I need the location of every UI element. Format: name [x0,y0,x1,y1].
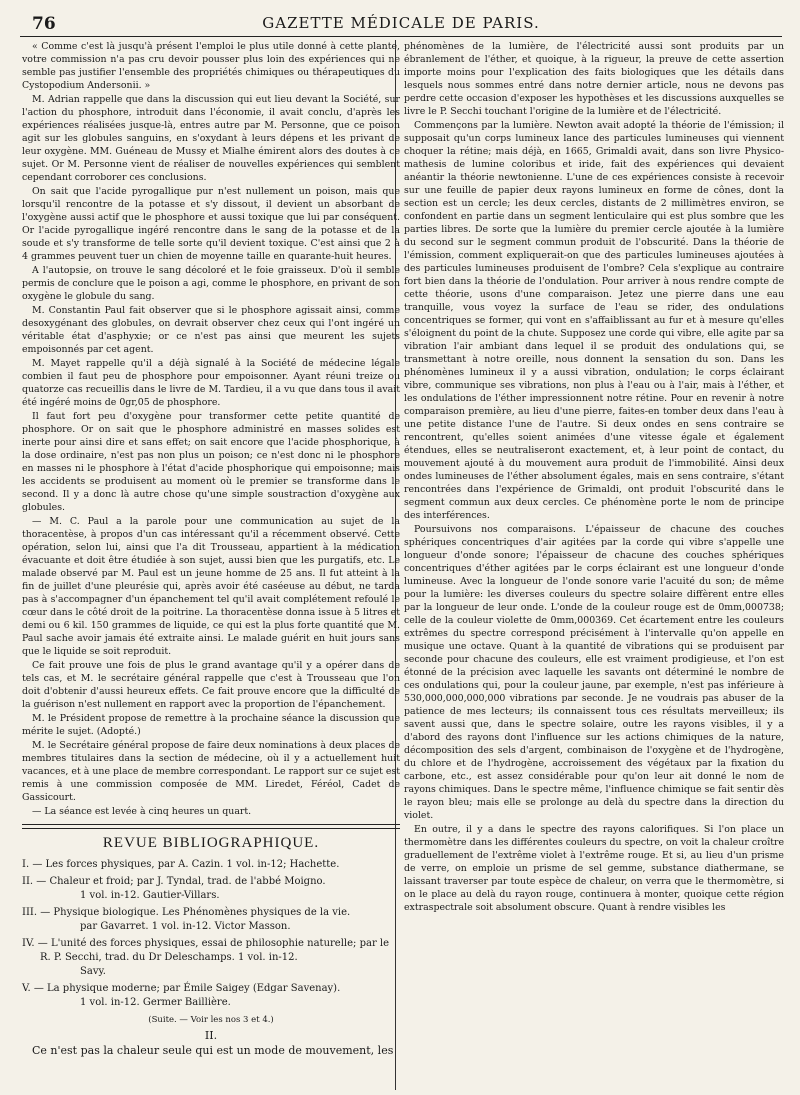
entry-text: — Physique biologique. Les Phénomènes physiques de la vie. [40,907,351,918]
bibliography-entry [22,937,400,979]
paragraph: Commençons par la lumière. Newton avait adopté la théorie de l'émission; il supposait qu'un corps lumineux lance des particules lumineuses qui viennent choquer la rétine; mais déjà, en 1665, Grimaldi avait, dans son livre Physico-mathesis de lumine coloribus et iride, fait des expériences qui devaient anéantir la théorie newtonienne. L'une de ces expériences consiste à recevoir sur une feuille de papier deux rayons lumineux en forme de cônes, dont la section est un cercle; les deux cercles, distants de 2 millimètres environ, se confondent en partie dans un segment lenticulaire qui est plus sombre que les parties libres. De sorte que la lumière du premier cercle ajoutée à la lumière du second sur le segment commun produit de l'obscurité. Dans la théorie de l'émission, comment expliquerait-on que des particules lumineuses ajoutées à des particules lumineuses produisent de l'ombre? Cela s'explique au contraire fort bien dans la théorie de l'ondulation. Pour arriver à nous rendre compte de cette théorie, usons d'une comparaison. Jetez une pierre dans une eau tranquille, vous voyez la surface de l'eau se rider, des ondulations concentriques se former, qui vont en s'affaiblissant au fur et à mesure qu'elles s'éloignent du point de la chute. Supposez une corde qui vibre, elle agite par sa vibration l'air ambiant dans lequel il se produit des ondulations qui, se transmettant à notre oreille, nous donnent la sensation du son. Dans les phénomènes lumineux il y a aussi vibration, ondulation; le corps éclairant vibre, communique ses vibrations, non plus à l'eau ou à l'air, mais à l'éther, et les ondulations de l'éther impressionnent notre rétine. Pour en revenir à notre comparaison première, au lieu d'une pierre, faites-en tomber deux dans l'eau à une petite distance l'une de l'autre. Si deux ondes en sens contraire se rencontrent, qu'elles soient animées d'une vitesse égale et également étendues, elles se neutraliseront exactement, et, à leur point de contact, du mouvement ajouté à du mouvement aura produit de l'immobilité. Ainsi deux ondes lumineuses de l'éther absolument égales, mais en sens contraire, s'étant rencontrées dans l'expérience de Grimaldi, ont produit l'obscurité dans le segment commun aux deux cercles. Ce phénomène porte le nom de principe des interférences. [404,120,784,521]
paragraph: En outre, il y a dans le spectre des rayons calorifiques. Si l'on place un thermomètre dans les différentes couleurs du spectre, on voit la chaleur croître graduellement de l'extrême violet à l'extrême rouge. Et si, au lieu d'un prisme de verre, on emploie un prisme de sel gemme, substance diathermane, se laissant traverser par toute espèce de chaleur, on verra que le thermomètre, si on le place au delà du rayon rouge, continuera à monter, quoique cette région extraspectrale soit absolument obscure. Quant à rendre visibles les [404,824,784,913]
left-column [22,40,400,1059]
paragraph: M. Adrian rappelle que dans la discussion qui eut lieu devant la Société, sur l'action du phosphore, introduit dans l'économie, il avait conclu, d'après les expériences réalisées jusque-là, entres autre par M. Personne, que ce poison agit sur les globules sanguins, en s'oxydant à leurs dépens et les privant de leur oxygène. MM. Guéneau de Mussy et Mialhe émirent alors des doutes à ce sujet. Or M. Personne vient de réaliser de nouvelles expériences qui semblent cependant corroborer ces conclusions. [22,94,400,183]
entry-publisher: 1 vol. in-12. Germer Baillière. [80,997,231,1008]
entry-number: I. [22,859,30,870]
paragraph: M. le Secrétaire général propose de faire deux nominations à deux places de membres titulaires dans la section de médecine, où il y a actuellement huit vacances, et à une place de membre correspondant. Le rapport sur ce sujet est remis à une commission composée de MM. Liredet, Féréol, Cadet de Gassicourt. [22,740,400,803]
paragraph: — M. C. Paul a la parole pour une communication au sujet de la thoracentèse, à propos d'un cas intéressant qu'il a récemment observé. Cette opération, selon lui, ainsi que l'a dit Trousseau, appartient à la médication évacuante et doit être étudiée à son sujet, aussi bien que les purgatifs, etc. Le malade observé par M. Paul est un jeune homme de 25 ans. Il fut atteint à la fin de juillet d'une pleurésie qui, après avoir été caséeuse au début, ne tarda pas à s'accompagner d'un épanchement tel qu'il avait complétement refoulé le cœur dans le côté droit de la poitrine. La thoracentèse donna issue à 5 litres et demi ou 6 kil. 150 grammes de liquide, ce qui est la plus forte quantité que M. Paul sache avoir jamais été extraite ainsi. Le malade guérit en huit jours sans que le liquide se soit reproduit. [22,516,400,657]
entry-text: — La physique moderne; par Émile Saigey (Edgar Savenay). [33,983,341,994]
paragraph: A l'autopsie, on trouve le sang décoloré et le foie graisseux. D'où il semble permis de conclure que le poison a agi, comme le phosphore, en privant de son oxygène le globule du sang. [22,265,400,302]
page-header [20,10,782,37]
entry-number: IV. [22,938,35,949]
paragraph: Poursuivons nos comparaisons. L'épaisseur de chacune des couches sphériques concentriques d'air agitées par la corde qui vibre s'appelle une longueur d'onde sonore; l'épaisseur de chacune des couches sphériques concentriques d'éther agitées par le corps éclairant est une longueur d'onde lumineuse. Avec la longueur de l'onde sonore varie l'acuité du son; de même pour la lumière: les diverses couleurs du spectre solaire diffèrent entre elles par la longueur de leur onde. L'onde de la couleur rouge est de 0mm,000738; celle de la couleur violette de 0mm,000369. Cet écartement entre les couleurs extrêmes du spectre correspond précisément à l'intervalle qu'on appelle en musique une octave. Quant à la quantité de vibrations qui se produisent par seconde pour chacune des couleurs, elle est vraiment prodigieuse, et l'on est étonné de la précision avec laquelle les savants ont déterminé le nombre de ces ondulations qui, pour la couleur jaune, par exemple, n'est pas inférieure à 530,000,000,000,000 vibrations par seconde. Je ne voudrais pas abuser de la patience de mes lecteurs; ils connaissent tous ces résultats merveilleux; ils savent aussi que, dans le spectre solaire, outre les rayons visibles, il y a d'abord des rayons dont l'influence sur les actions chimiques de la nature, décomposition des sels d'argent, combinaison de l'oxygène et de l'hydrogène, du chlore et de l'hydrogène, accroissement des végétaux par la fixation du carbone, etc., est assez considérable pour qu'on leur ait donné le nom de rayons chimiques. Dans le spectre même, l'influence chimique se fait sentir dès le rayon bleu; mais elle se prolonge au delà du spectre dans la direction du violet. [404,524,784,821]
bibliography-entry [22,858,400,872]
entry-publisher: par Gavarret. 1 vol. in-12. Victor Masson. [80,921,291,932]
entry-publisher: Savy. [80,966,106,977]
bibliography-entry [22,982,400,1010]
entry-text: — Chaleur et froid; par J. Tyndal, trad. de l'abbé Moigno. [36,876,326,887]
entry-number: V. [22,983,31,994]
entry-number: III. [22,907,38,918]
section-number: II. [204,1029,218,1042]
entry-number: II. [22,876,34,887]
paragraph: M. Constantin Paul fait observer que si le phosphore agissait ainsi, comme desoxygénant des globules, on devrait observer chez ceux qui l'ont ingéré un véritable état d'asphyxie; or ce n'est pas ainsi que meurent les sujets empoisonnés par cet agent. [22,305,400,355]
paragraph: Ce fait prouve une fois de plus le grand avantage qu'il y a opérer dans de tels cas, et M. le secrétaire général rappelle que c'est à Trousseau que l'on doit d'obtenir d'aussi heureux effets. Ce fait prouve encore que la difficulté de la guérison n'est nullement en rapport avec la proportion de l'épanchement. [22,660,400,710]
paragraph: M. Mayet rappelle qu'il a déjà signalé à la Société de médecine légale combien il faut peu de phosphore pour empoisonner. Ayant réuni treize ou quatorze cas recueillis dans le livre de M. Tardieu, il a vu que dans tous il avait été ingéré moins de 0gr,05 de phosphore. [22,358,400,408]
paragraph: On sait que l'acide pyrogallique pur n'est nullement un poison, mais que lorsqu'il rencontre de la potasse et s'y dissout, il devient un absorbant de l'oxygène aussi actif que le phosphore et aussi toxique que lui par conséquent. Or l'acide pyrogallique ingéré rencontre dans le sang de la potasse et de la soude et s'y transforme de telle sorte qu'il devient toxique. C'est ainsi que 2 à 4 grammes peuvent tuer un chien de moyenne taille en quarante-huit heures. [22,186,400,262]
paragraph: « Comme c'est là jusqu'à présent l'emploi le plus utile donné à cette plante, votre commission n'a pas cru devoir pousser plus loin des expériences qui ne semble pas justifier l'ensemble des propriétés chimiques ou thérapeutiques du Cystopodium Andersonii. » [22,41,400,91]
entry-text: — L'unité des forces physiques, essai de philosophie naturelle; par le R. P. Secchi, trad. du Dr Deleschamps. 1 vol. in-12. [37,938,390,963]
journal-title: GAZETTE MÉDICALE DE PARIS. [262,14,540,32]
paragraph: M. le Président propose de remettre à la prochaine séance la discussion que mérite le sujet. (Adopté.) [22,713,400,737]
paragraph: Ce n'est pas la chaleur seule qui est un mode de mouvement, les [32,1044,394,1057]
entry-publisher: 1 vol. in-12. Gautier-Villars. [80,890,220,901]
paragraph: phénomènes de la lumière, de l'électricité aussi sont produits par un ébranlement de l'éther, et quoique, à la rigueur, la preuve de cette assertion importe moins pour l'explication des faits biologiques que les détails dans lesquels nous sommes entré dans notre dernier article, nous ne devons pas perdre cette occasion d'exposer les hypothèses et les discussions auxquelles se livre le P. Secchi touchant l'origine de la lumière et de l'électricité. [404,41,784,117]
continuation-note: (Suite. — Voir les nos 3 et 4.) [148,1015,274,1025]
bibliography-entry [22,875,400,903]
section-title: REVUE BIBLIOGRAPHIQUE. [102,835,320,851]
section-divider [22,824,400,829]
right-column [404,40,784,915]
paragraph: — La séance est levée à cinq heures un quart. [32,806,252,817]
bibliography-entry [22,906,400,934]
paragraph: Il faut fort peu d'oxygène pour transformer cette petite quantité de phosphore. Or on sait que le phosphore administré en masses solides est inerte pour ainsi dire et sans effet; on sait encore que l'acide phosphorique, à la dose ordinaire, n'est pas non plus un poison; ce n'est donc ni le phosphore en masses ni le phosphore à l'état d'acide phosphorique qui empoisonne; mais les accidents se produisent au moment où le premier se transforme dans le second. Il y a donc là autre chose qu'une simple soustraction d'oxygène aux globules. [22,411,400,513]
page-number: 76 [32,14,56,34]
entry-text: — Les forces physiques, par A. Cazin. 1 vol. in-12; Hachette. [32,859,340,870]
